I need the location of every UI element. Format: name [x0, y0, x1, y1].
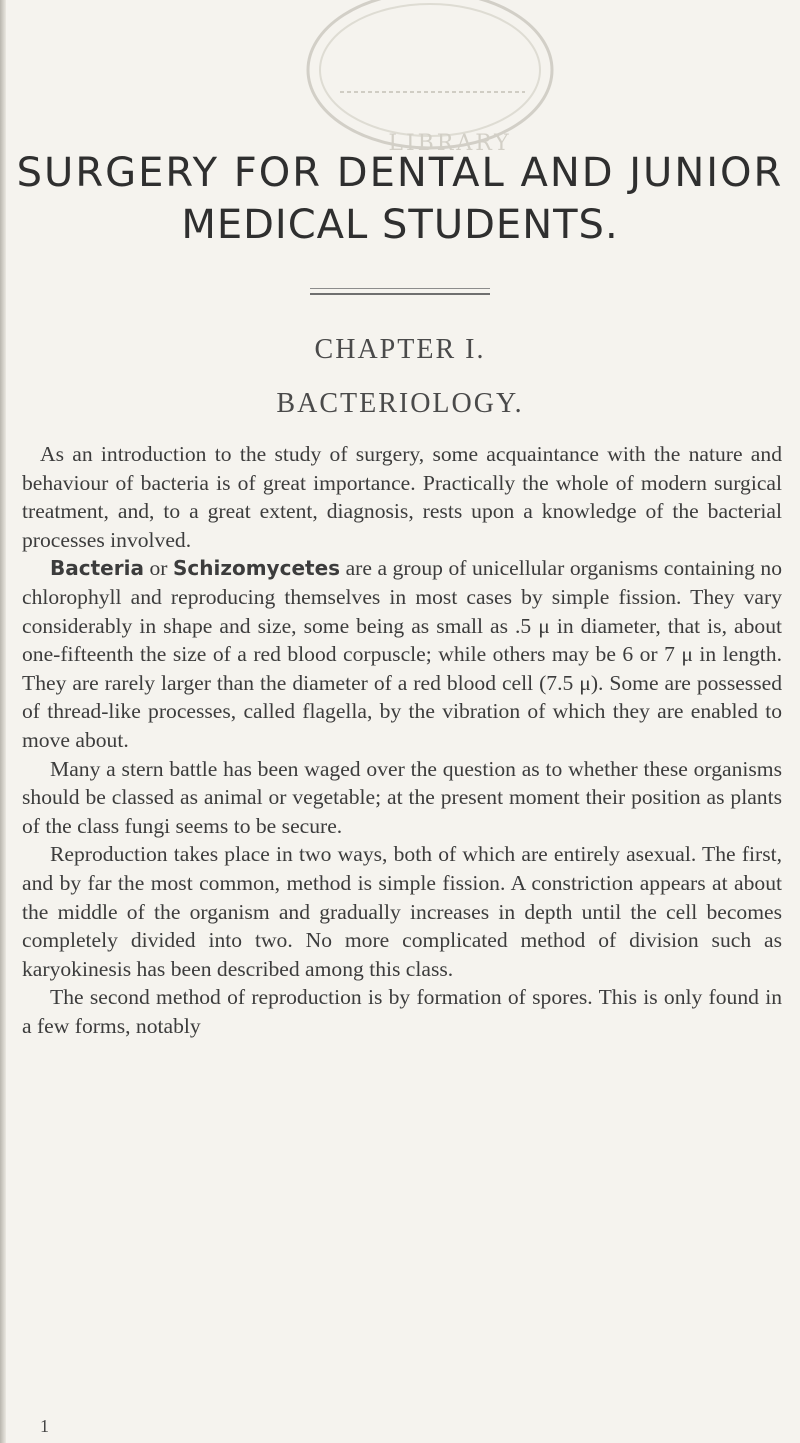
term-connector: or	[143, 556, 173, 581]
title-divider-thin	[310, 288, 490, 289]
term-schizomycetes: Schizomycetes	[172, 556, 341, 581]
paragraph-introduction: As an introduction to the study of surgery, some acquaintance with the nature and behaviour of bacteria is of great importance. Practically the whole of modern surgical treatment, and, to a great extent, diagnosis, rests upon a knowledge of the bacterial processes involved.	[22, 442, 782, 552]
book-title-line-2: MEDICAL STUDENTS.	[181, 202, 619, 248]
stamp-text: LIBRARY	[388, 131, 512, 156]
body-text	[22, 440, 782, 1040]
paragraph-spores: The second method of reproduction is by formation of spores. This is only found in a few forms, notably	[22, 985, 782, 1038]
term-bacteria: Bacteria	[50, 556, 144, 581]
library-stamp	[300, 0, 560, 160]
paragraph-classification: Many a stern battle has been waged over the question as to whether these organisms should be classed as animal or vegetable; at the present moment their position as plants of the class fungi seems to be secure.	[22, 756, 782, 838]
paragraph-bacteria-definition	[22, 554, 782, 754]
paragraph-bacteria-text: are a group of unicellular organisms containing no chlorophyll and reproducing themselves in most cases by simple fission. They vary considerably in shape and size, some being as small as .5 μ in diameter, that is, about one-fifteenth the size of a red blood corpuscle; while others may be 6 or 7 μ in length. They are rarely larger than the diameter of a red blood cell (7.5 μ). Some are possessed of thread-like processes, called flagella, by the vibration of which they are enabled to move about.	[22, 556, 782, 752]
title-divider-thick	[310, 293, 490, 295]
page-number: 1	[40, 1416, 49, 1436]
book-title-line-1: SURGERY FOR DENTAL AND JUNIOR	[16, 150, 784, 196]
chapter-title: BACTERIOLOGY.	[276, 388, 524, 419]
chapter-number: CHAPTER I.	[314, 334, 486, 365]
paragraph-reproduction: Reproduction takes place in two ways, both of which are entirely asexual. The first, and by far the most common, method is simple fission. A constriction appears at about the middle of the organism and gradually increases in depth until the cell becomes completely divided into two. No more complicated method of division such as karyokinesis has been described among this class.	[22, 842, 782, 981]
